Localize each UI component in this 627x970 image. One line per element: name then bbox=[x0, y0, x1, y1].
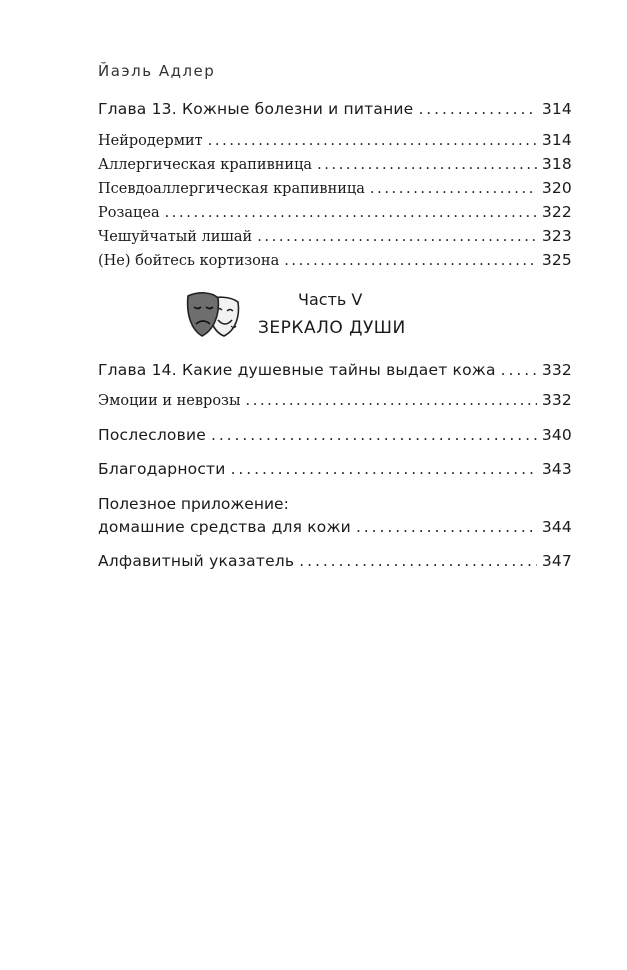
toc-section bbox=[98, 155, 572, 173]
leader-dots bbox=[211, 426, 537, 444]
toc-entry-title: Розацеа bbox=[98, 205, 160, 221]
leader-dots bbox=[165, 205, 537, 221]
toc-section bbox=[98, 203, 572, 221]
leader-dots bbox=[418, 100, 536, 118]
toc-page-number: 340 bbox=[541, 426, 572, 444]
leader-dots bbox=[284, 253, 537, 269]
leader-dots bbox=[370, 181, 537, 197]
toc-page-number: 322 bbox=[541, 203, 572, 221]
toc-entry-title: Аллергическая крапивница bbox=[98, 157, 313, 173]
toc-page-number: 325 bbox=[541, 251, 572, 269]
part-title: ЗЕРКАЛО ДУШИ bbox=[258, 318, 406, 338]
toc-section bbox=[98, 227, 572, 245]
toc-entry-title: Благодарности bbox=[98, 460, 226, 478]
toc-page-number: 344 bbox=[541, 518, 572, 536]
toc-page-number: 343 bbox=[541, 460, 572, 478]
leader-dots bbox=[257, 229, 537, 245]
part-number: Часть V bbox=[298, 290, 363, 309]
toc-page-number: 347 bbox=[541, 552, 572, 570]
running-head-author: Йаэль Адлер bbox=[98, 62, 216, 80]
toc-acknowledgements bbox=[98, 460, 572, 478]
toc-entry-title: Псевдоаллергическая крапивница bbox=[98, 181, 365, 197]
toc-section bbox=[98, 251, 572, 269]
leader-dots bbox=[356, 518, 537, 536]
toc-page-number: 314 bbox=[541, 131, 572, 149]
leader-dots bbox=[208, 133, 537, 149]
toc-afterword bbox=[98, 426, 572, 444]
toc-appendix bbox=[98, 518, 572, 536]
leader-dots bbox=[246, 393, 537, 409]
leader-dots bbox=[231, 460, 537, 478]
toc-chapter-14 bbox=[98, 361, 572, 379]
toc-entry-title: Глава 13. Кожные болезни и питание bbox=[98, 100, 414, 118]
leader-dots bbox=[299, 552, 537, 570]
toc-section bbox=[98, 131, 572, 149]
toc-entry-title: Эмоции и неврозы bbox=[98, 393, 241, 409]
toc-entry-title: (Не) бойтесь кортизона bbox=[98, 253, 280, 269]
toc-entry-title: Нейродермит bbox=[98, 133, 203, 149]
part-heading bbox=[186, 286, 446, 356]
toc-chapter-13 bbox=[98, 100, 572, 118]
toc-index bbox=[98, 552, 572, 570]
toc-entry-title: домашние средства для кожи bbox=[98, 518, 351, 536]
leader-dots bbox=[501, 361, 537, 379]
leader-dots bbox=[317, 157, 537, 173]
toc-page-number: 323 bbox=[541, 227, 572, 245]
toc-page-number: 332 bbox=[541, 361, 572, 379]
toc-entry-title: Послесловие bbox=[98, 426, 206, 444]
toc-section bbox=[98, 179, 572, 197]
toc-page-number: 332 bbox=[541, 391, 572, 409]
toc-section bbox=[98, 391, 572, 409]
theater-masks-icon bbox=[186, 290, 242, 342]
toc-appendix-line1: Полезное приложение: bbox=[98, 495, 289, 513]
toc-page-number: 320 bbox=[541, 179, 572, 197]
toc-page-number: 318 bbox=[541, 155, 572, 173]
toc-entry-title: Алфавитный указатель bbox=[98, 552, 295, 570]
toc-page-number: 314 bbox=[541, 100, 572, 118]
toc-entry-title: Глава 14. Какие душевные тайны выдает кожа bbox=[98, 361, 496, 379]
toc-entry-title: Чешуйчатый лишай bbox=[98, 229, 253, 245]
